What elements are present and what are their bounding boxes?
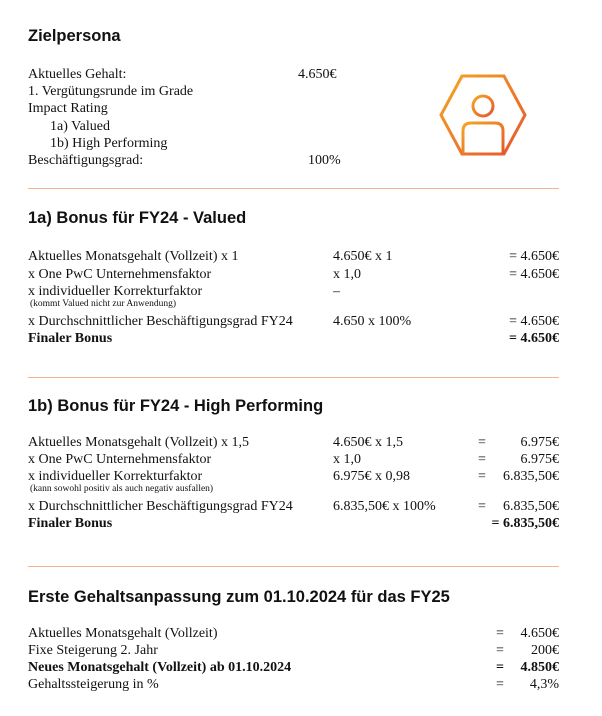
section-a-row-label: x One PwC Unternehmensfaktor xyxy=(28,267,212,282)
divider xyxy=(28,188,559,189)
section-b-row-calc: 6.975€ x 0,98 xyxy=(333,469,410,484)
employment-label: Beschäftigungsgrad: xyxy=(28,153,144,168)
divider xyxy=(28,377,559,378)
section-a-final-value: = 4.650€ xyxy=(509,331,559,346)
section-b-row-equals: = xyxy=(478,435,486,450)
section-c-row-result: 4,3% xyxy=(529,677,559,692)
impact-label: Impact Rating xyxy=(28,101,108,116)
section-b-row-calc: 4.650€ x 1,5 xyxy=(333,435,403,450)
divider xyxy=(28,566,559,567)
section-b-row-result: 6.835,50€ xyxy=(503,469,559,484)
section-c-row-result: 4.650€ xyxy=(520,626,559,641)
section-c-row-result: 200€ xyxy=(531,643,559,658)
section-b-final-value: = 6.835,50€ xyxy=(491,516,559,531)
persona-title: Zielpersona xyxy=(28,27,121,45)
section-a-row-calc: – xyxy=(333,284,340,299)
section-a-row-label: Aktuelles Monatsgehalt (Vollzeit) x 1 xyxy=(28,249,239,264)
section-a-final-label: Finaler Bonus xyxy=(28,331,113,346)
section-b-row-result: 6.975€ xyxy=(520,435,559,450)
impact-a-label: 1a) Valued xyxy=(50,119,110,134)
section-c-row-equals: = xyxy=(496,677,504,692)
section-b-row-equals: = xyxy=(478,469,486,484)
section-c-row-label: Neues Monatsgehalt (Vollzeit) ab 01.10.2024 xyxy=(28,660,292,675)
section-a-title: 1a) Bonus für FY24 - Valued xyxy=(28,209,247,227)
section-b-row-calc: 6.835,50€ x 100% xyxy=(333,499,436,514)
section-c-row-label: Fixe Steigerung 2. Jahr xyxy=(28,643,158,658)
section-a-row-result: = 4.650€ xyxy=(509,267,559,282)
section-c-row-result: 4.850€ xyxy=(520,660,559,675)
round-label: 1. Vergütungsrunde im Grade xyxy=(28,84,194,99)
section-b-note: (kann sowohl positiv als auch negativ ausfallen) xyxy=(30,484,214,494)
section-a-row-result: = 4.650€ xyxy=(509,314,559,329)
section-b-title: 1b) Bonus für FY24 - High Performing xyxy=(28,397,324,415)
person-hexagon-icon xyxy=(437,73,529,157)
section-b-row-equals: = xyxy=(478,452,486,467)
section-b-row-result: 6.835,50€ xyxy=(503,499,559,514)
section-c-row-label: Aktuelles Monatsgehalt (Vollzeit) xyxy=(28,626,218,641)
section-b-row-label: x Durchschnittlicher Beschäftigungsgrad FY24 xyxy=(28,499,293,514)
section-a-note: (kommt Valued nicht zur Anwendung) xyxy=(30,299,176,309)
section-c-row-equals: = xyxy=(496,660,504,675)
section-b-row-label: x One PwC Unternehmensfaktor xyxy=(28,452,212,467)
salary-label: Aktuelles Gehalt: xyxy=(28,67,127,82)
section-c-row-equals: = xyxy=(496,626,504,641)
section-a-row-label: x individueller Korrekturfaktor xyxy=(28,284,203,299)
section-b-row-calc: x 1,0 xyxy=(333,452,361,467)
section-b-row-label: x individueller Korrekturfaktor xyxy=(28,469,203,484)
section-b-row-label: Aktuelles Monatsgehalt (Vollzeit) x 1,5 xyxy=(28,435,249,450)
section-a-row-calc: 4.650 x 100% xyxy=(333,314,412,329)
impact-b-label: 1b) High Performing xyxy=(50,136,168,151)
section-a-row-result: = 4.650€ xyxy=(509,249,559,264)
section-b-row-equals: = xyxy=(478,499,486,514)
employment-value: 100% xyxy=(308,153,341,168)
section-c-row-label: Gehaltssteigerung in % xyxy=(28,677,159,692)
section-b-row-result: 6.975€ xyxy=(520,452,559,467)
section-a-row-calc: x 1,0 xyxy=(333,267,361,282)
salary-value: 4.650€ xyxy=(298,67,337,82)
section-c-row-equals: = xyxy=(496,643,504,658)
section-a-row-label: x Durchschnittlicher Beschäftigungsgrad FY24 xyxy=(28,314,293,329)
section-c-title: Erste Gehaltsanpassung zum 01.10.2024 für das FY25 xyxy=(28,588,450,606)
section-a-row-calc: 4.650€ x 1 xyxy=(333,249,393,264)
section-b-final-label: Finaler Bonus xyxy=(28,516,113,531)
